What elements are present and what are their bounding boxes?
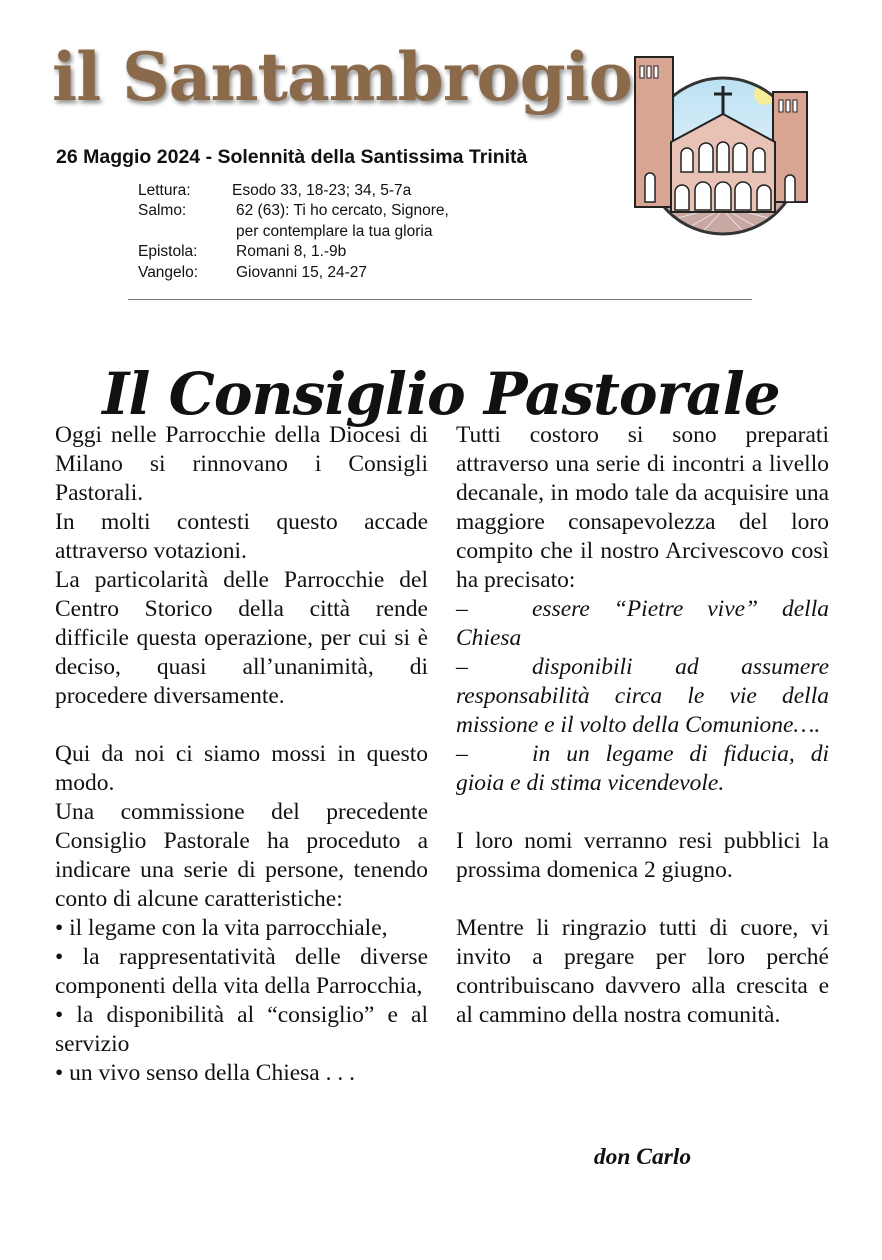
- reading-label: Epistola:: [138, 243, 198, 261]
- masthead-title: il Santambrogio: [52, 38, 632, 116]
- reading-label: Salmo:: [138, 202, 187, 220]
- quote-text: in un legame di fiducia, di gioia e di stima vicendevole.: [456, 741, 829, 796]
- quote-item: [456, 653, 829, 740]
- reading-text: Giovanni 15, 24-27: [236, 263, 367, 281]
- paragraph: Qui da noi ci siamo mossi in questo modo.: [55, 741, 428, 796]
- quote-dash: –: [456, 596, 468, 622]
- quote-item: [456, 740, 829, 798]
- paragraph: I loro nomi verranno resi pubblici la prossima domenica 2 giugno.: [456, 828, 829, 883]
- header-divider: [128, 299, 752, 300]
- reading-text: per contemplare la tua gloria: [236, 222, 433, 240]
- readings-list: [138, 181, 449, 283]
- quote-text: disponibili ad assumere responsabilità circa le vie della missione e il volto della Comunione….: [456, 654, 829, 738]
- basilica-logo-icon: [613, 52, 831, 240]
- left-column: [55, 421, 428, 1088]
- reading-row-salmo-cont: [138, 222, 449, 242]
- list-item: • il legame con la vita parrocchiale,: [55, 915, 388, 941]
- quote-dash: –: [456, 654, 468, 680]
- list-item: • un vivo senso della Chiesa . . .: [55, 1060, 355, 1086]
- reading-label: Lettura:: [138, 182, 191, 199]
- date-line: 26 Maggio 2024 - Solennità della Santissima Trinità: [56, 146, 528, 168]
- reading-row-epistola: [138, 242, 449, 262]
- signature: don Carlo: [593, 1144, 692, 1170]
- reading-text: 62 (63): Ti ho cercato, Signore,: [236, 202, 449, 220]
- quote-text: essere “Pietre vive” della Chiesa: [456, 596, 829, 651]
- paragraph: Oggi nelle Parrocchie della Diocesi di Milano si rinnovano i Consigli Pastorali.: [55, 422, 428, 506]
- right-column: [456, 421, 829, 1030]
- reading-row-salmo: [138, 201, 449, 221]
- reading-row-lettura: [138, 181, 449, 201]
- reading-text: Romani 8, 1.-9b: [236, 243, 347, 261]
- quote-dash: –: [456, 741, 468, 767]
- paragraph: Mentre li ringrazio tutti di cuore, vi invito a pregare per loro perché contribuiscano davvero alla crescita e al cammino della nostra comunità.: [456, 915, 829, 1028]
- reading-text: Esodo 33, 18-23; 34, 5-7a: [232, 182, 412, 199]
- paragraph: In molti contesti questo accade attraverso votazioni.: [55, 509, 428, 564]
- quote-item: [456, 595, 829, 653]
- article-title: Il Consiglio Pastorale: [102, 359, 780, 428]
- reading-label: Vangelo:: [138, 263, 199, 281]
- reading-label: [138, 222, 236, 242]
- paragraph: Tutti costoro si sono preparati attraverso una serie di incontri a livello decanale, in modo tale da acquisire una maggiore consapevolezza del loro compito che il nostro Arcivescovo così ha precisato:: [456, 422, 829, 593]
- paragraph: La particolarità delle Parrocchie del Centro Storico della città rende difficile questa operazione, per cui si è deciso, quasi all’unanimità, di procedere diversamente.: [55, 567, 428, 709]
- list-item: • la disponibilità al “consiglio” e al servizio: [55, 1002, 428, 1057]
- paragraph: Una commissione del precedente Consiglio Pastorale ha proceduto a indicare una serie di persone, tenendo conto di alcune caratteristiche:: [55, 799, 428, 912]
- list-item: • la rappresentatività delle diverse componenti della vita della Parrocchia,: [55, 944, 428, 999]
- reading-row-vangelo: [138, 263, 449, 283]
